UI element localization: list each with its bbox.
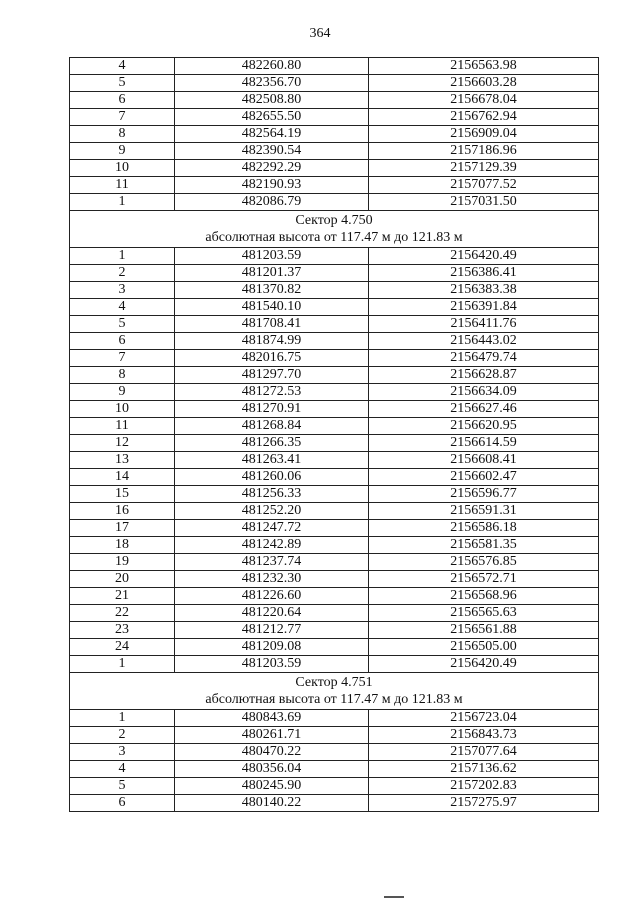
y-coordinate-cell: 2156620.95 [369,418,599,435]
table-row [70,194,599,211]
point-number-cell: 7 [70,109,175,126]
point-number-cell: 2 [70,727,175,744]
x-coordinate-cell: 480140.22 [175,795,369,812]
table-row [70,92,599,109]
point-number-cell: 6 [70,795,175,812]
x-coordinate-cell: 480245.90 [175,778,369,795]
x-coordinate-cell: 481272.53 [175,384,369,401]
table-row [70,177,599,194]
table-row [70,520,599,537]
point-number-cell: 2 [70,265,175,282]
y-coordinate-cell: 2156383.38 [369,282,599,299]
sector-title: Сектор 4.751 [295,675,373,690]
x-coordinate-cell: 482356.70 [175,75,369,92]
y-coordinate-cell: 2157077.52 [369,177,599,194]
coordinates-table-body [70,58,599,812]
sector-altitude: абсолютная высота от 117.47 м до 121.83 м [205,230,463,245]
point-number-cell: 19 [70,554,175,571]
table-row [70,795,599,812]
x-coordinate-cell: 481212.77 [175,622,369,639]
point-number-cell: 7 [70,350,175,367]
point-number-cell: 4 [70,761,175,778]
y-coordinate-cell: 2156909.04 [369,126,599,143]
table-row [70,109,599,126]
x-coordinate-cell: 480356.04 [175,761,369,778]
y-coordinate-cell: 2156762.94 [369,109,599,126]
table-row [70,350,599,367]
x-coordinate-cell: 482564.19 [175,126,369,143]
point-number-cell: 11 [70,418,175,435]
x-coordinate-cell: 481270.91 [175,401,369,418]
point-number-cell: 15 [70,486,175,503]
y-coordinate-cell: 2156627.46 [369,401,599,418]
y-coordinate-cell: 2156678.04 [369,92,599,109]
x-coordinate-cell: 482016.75 [175,350,369,367]
table-row [70,367,599,384]
x-coordinate-cell: 481242.89 [175,537,369,554]
y-coordinate-cell: 2156572.71 [369,571,599,588]
table-row [70,282,599,299]
x-coordinate-cell: 482086.79 [175,194,369,211]
table-row [70,571,599,588]
y-coordinate-cell: 2156603.28 [369,75,599,92]
y-coordinate-cell: 2156596.77 [369,486,599,503]
y-coordinate-cell: 2157202.83 [369,778,599,795]
y-coordinate-cell: 2156505.00 [369,639,599,656]
point-number-cell: 13 [70,452,175,469]
point-number-cell: 17 [70,520,175,537]
table-row [70,160,599,177]
table-row [70,588,599,605]
x-coordinate-cell: 481370.82 [175,282,369,299]
point-number-cell: 4 [70,299,175,316]
table-row [70,316,599,333]
point-number-cell: 6 [70,333,175,350]
x-coordinate-cell: 481263.41 [175,452,369,469]
table-row [70,435,599,452]
table-row [70,710,599,727]
table-row [70,418,599,435]
point-number-cell: 1 [70,194,175,211]
y-coordinate-cell: 2156411.76 [369,316,599,333]
point-number-cell: 6 [70,92,175,109]
y-coordinate-cell: 2157077.64 [369,744,599,761]
point-number-cell: 5 [70,778,175,795]
x-coordinate-cell: 481220.64 [175,605,369,622]
x-coordinate-cell: 482190.93 [175,177,369,194]
point-number-cell: 11 [70,177,175,194]
x-coordinate-cell: 481708.41 [175,316,369,333]
x-coordinate-cell: 481268.84 [175,418,369,435]
x-coordinate-cell: 482508.80 [175,92,369,109]
point-number-cell: 10 [70,160,175,177]
sector-header-row [70,673,599,710]
x-coordinate-cell: 481203.59 [175,248,369,265]
point-number-cell: 3 [70,744,175,761]
y-coordinate-cell: 2156614.59 [369,435,599,452]
y-coordinate-cell: 2156628.87 [369,367,599,384]
x-coordinate-cell: 481209.08 [175,639,369,656]
y-coordinate-cell: 2156576.85 [369,554,599,571]
point-number-cell: 20 [70,571,175,588]
point-number-cell: 14 [70,469,175,486]
table-row [70,126,599,143]
point-number-cell: 9 [70,384,175,401]
x-coordinate-cell: 481260.06 [175,469,369,486]
point-number-cell: 1 [70,710,175,727]
y-coordinate-cell: 2156586.18 [369,520,599,537]
point-number-cell: 21 [70,588,175,605]
y-coordinate-cell: 2156391.84 [369,299,599,316]
point-number-cell: 22 [70,605,175,622]
y-coordinate-cell: 2156479.74 [369,350,599,367]
footer-mark [384,896,404,898]
table-row [70,452,599,469]
table-row [70,761,599,778]
x-coordinate-cell: 481237.74 [175,554,369,571]
table-row [70,744,599,761]
point-number-cell: 4 [70,58,175,75]
table-row [70,75,599,92]
x-coordinate-cell: 480843.69 [175,710,369,727]
x-coordinate-cell: 481226.60 [175,588,369,605]
sector-header-row [70,211,599,248]
point-number-cell: 18 [70,537,175,554]
coordinates-table [69,57,599,812]
table-row [70,503,599,520]
y-coordinate-cell: 2157275.97 [369,795,599,812]
y-coordinate-cell: 2157186.96 [369,143,599,160]
y-coordinate-cell: 2156420.49 [369,656,599,673]
y-coordinate-cell: 2156591.31 [369,503,599,520]
table-row [70,639,599,656]
y-coordinate-cell: 2156634.09 [369,384,599,401]
x-coordinate-cell: 481256.33 [175,486,369,503]
y-coordinate-cell: 2156420.49 [369,248,599,265]
x-coordinate-cell: 481201.37 [175,265,369,282]
table-row [70,778,599,795]
point-number-cell: 12 [70,435,175,452]
x-coordinate-cell: 480470.22 [175,744,369,761]
x-coordinate-cell: 481874.99 [175,333,369,350]
table-row [70,605,599,622]
point-number-cell: 1 [70,656,175,673]
table-row [70,622,599,639]
point-number-cell: 8 [70,126,175,143]
x-coordinate-cell: 481232.30 [175,571,369,588]
y-coordinate-cell: 2157136.62 [369,761,599,778]
table-row [70,469,599,486]
x-coordinate-cell: 481252.20 [175,503,369,520]
sector-altitude: абсолютная высота от 117.47 м до 121.83 м [205,692,463,707]
point-number-cell: 5 [70,75,175,92]
y-coordinate-cell: 2156443.02 [369,333,599,350]
sector-title: Сектор 4.750 [295,213,373,228]
x-coordinate-cell: 481540.10 [175,299,369,316]
x-coordinate-cell: 481266.35 [175,435,369,452]
x-coordinate-cell: 482655.50 [175,109,369,126]
y-coordinate-cell: 2156602.47 [369,469,599,486]
table-row [70,58,599,75]
x-coordinate-cell: 481297.70 [175,367,369,384]
table-row [70,401,599,418]
table-row [70,143,599,160]
point-number-cell: 8 [70,367,175,384]
point-number-cell: 1 [70,248,175,265]
y-coordinate-cell: 2157031.50 [369,194,599,211]
table-row [70,248,599,265]
x-coordinate-cell: 482260.80 [175,58,369,75]
y-coordinate-cell: 2157129.39 [369,160,599,177]
y-coordinate-cell: 2156565.63 [369,605,599,622]
point-number-cell: 9 [70,143,175,160]
page-number: 364 [309,26,331,41]
y-coordinate-cell: 2156386.41 [369,265,599,282]
y-coordinate-cell: 2156563.98 [369,58,599,75]
y-coordinate-cell: 2156723.04 [369,710,599,727]
table-row [70,384,599,401]
point-number-cell: 23 [70,622,175,639]
y-coordinate-cell: 2156568.96 [369,588,599,605]
table-row [70,656,599,673]
x-coordinate-cell: 481247.72 [175,520,369,537]
table-row [70,265,599,282]
table-row [70,537,599,554]
point-number-cell: 16 [70,503,175,520]
sector-header-cell [70,673,599,710]
x-coordinate-cell: 482390.54 [175,143,369,160]
point-number-cell: 3 [70,282,175,299]
point-number-cell: 24 [70,639,175,656]
y-coordinate-cell: 2156608.41 [369,452,599,469]
y-coordinate-cell: 2156561.88 [369,622,599,639]
table-row [70,554,599,571]
x-coordinate-cell: 482292.29 [175,160,369,177]
table-row [70,486,599,503]
point-number-cell: 5 [70,316,175,333]
x-coordinate-cell: 480261.71 [175,727,369,744]
y-coordinate-cell: 2156843.73 [369,727,599,744]
sector-header-cell [70,211,599,248]
point-number-cell: 10 [70,401,175,418]
x-coordinate-cell: 481203.59 [175,656,369,673]
table-row [70,727,599,744]
table-row [70,333,599,350]
y-coordinate-cell: 2156581.35 [369,537,599,554]
table-row [70,299,599,316]
